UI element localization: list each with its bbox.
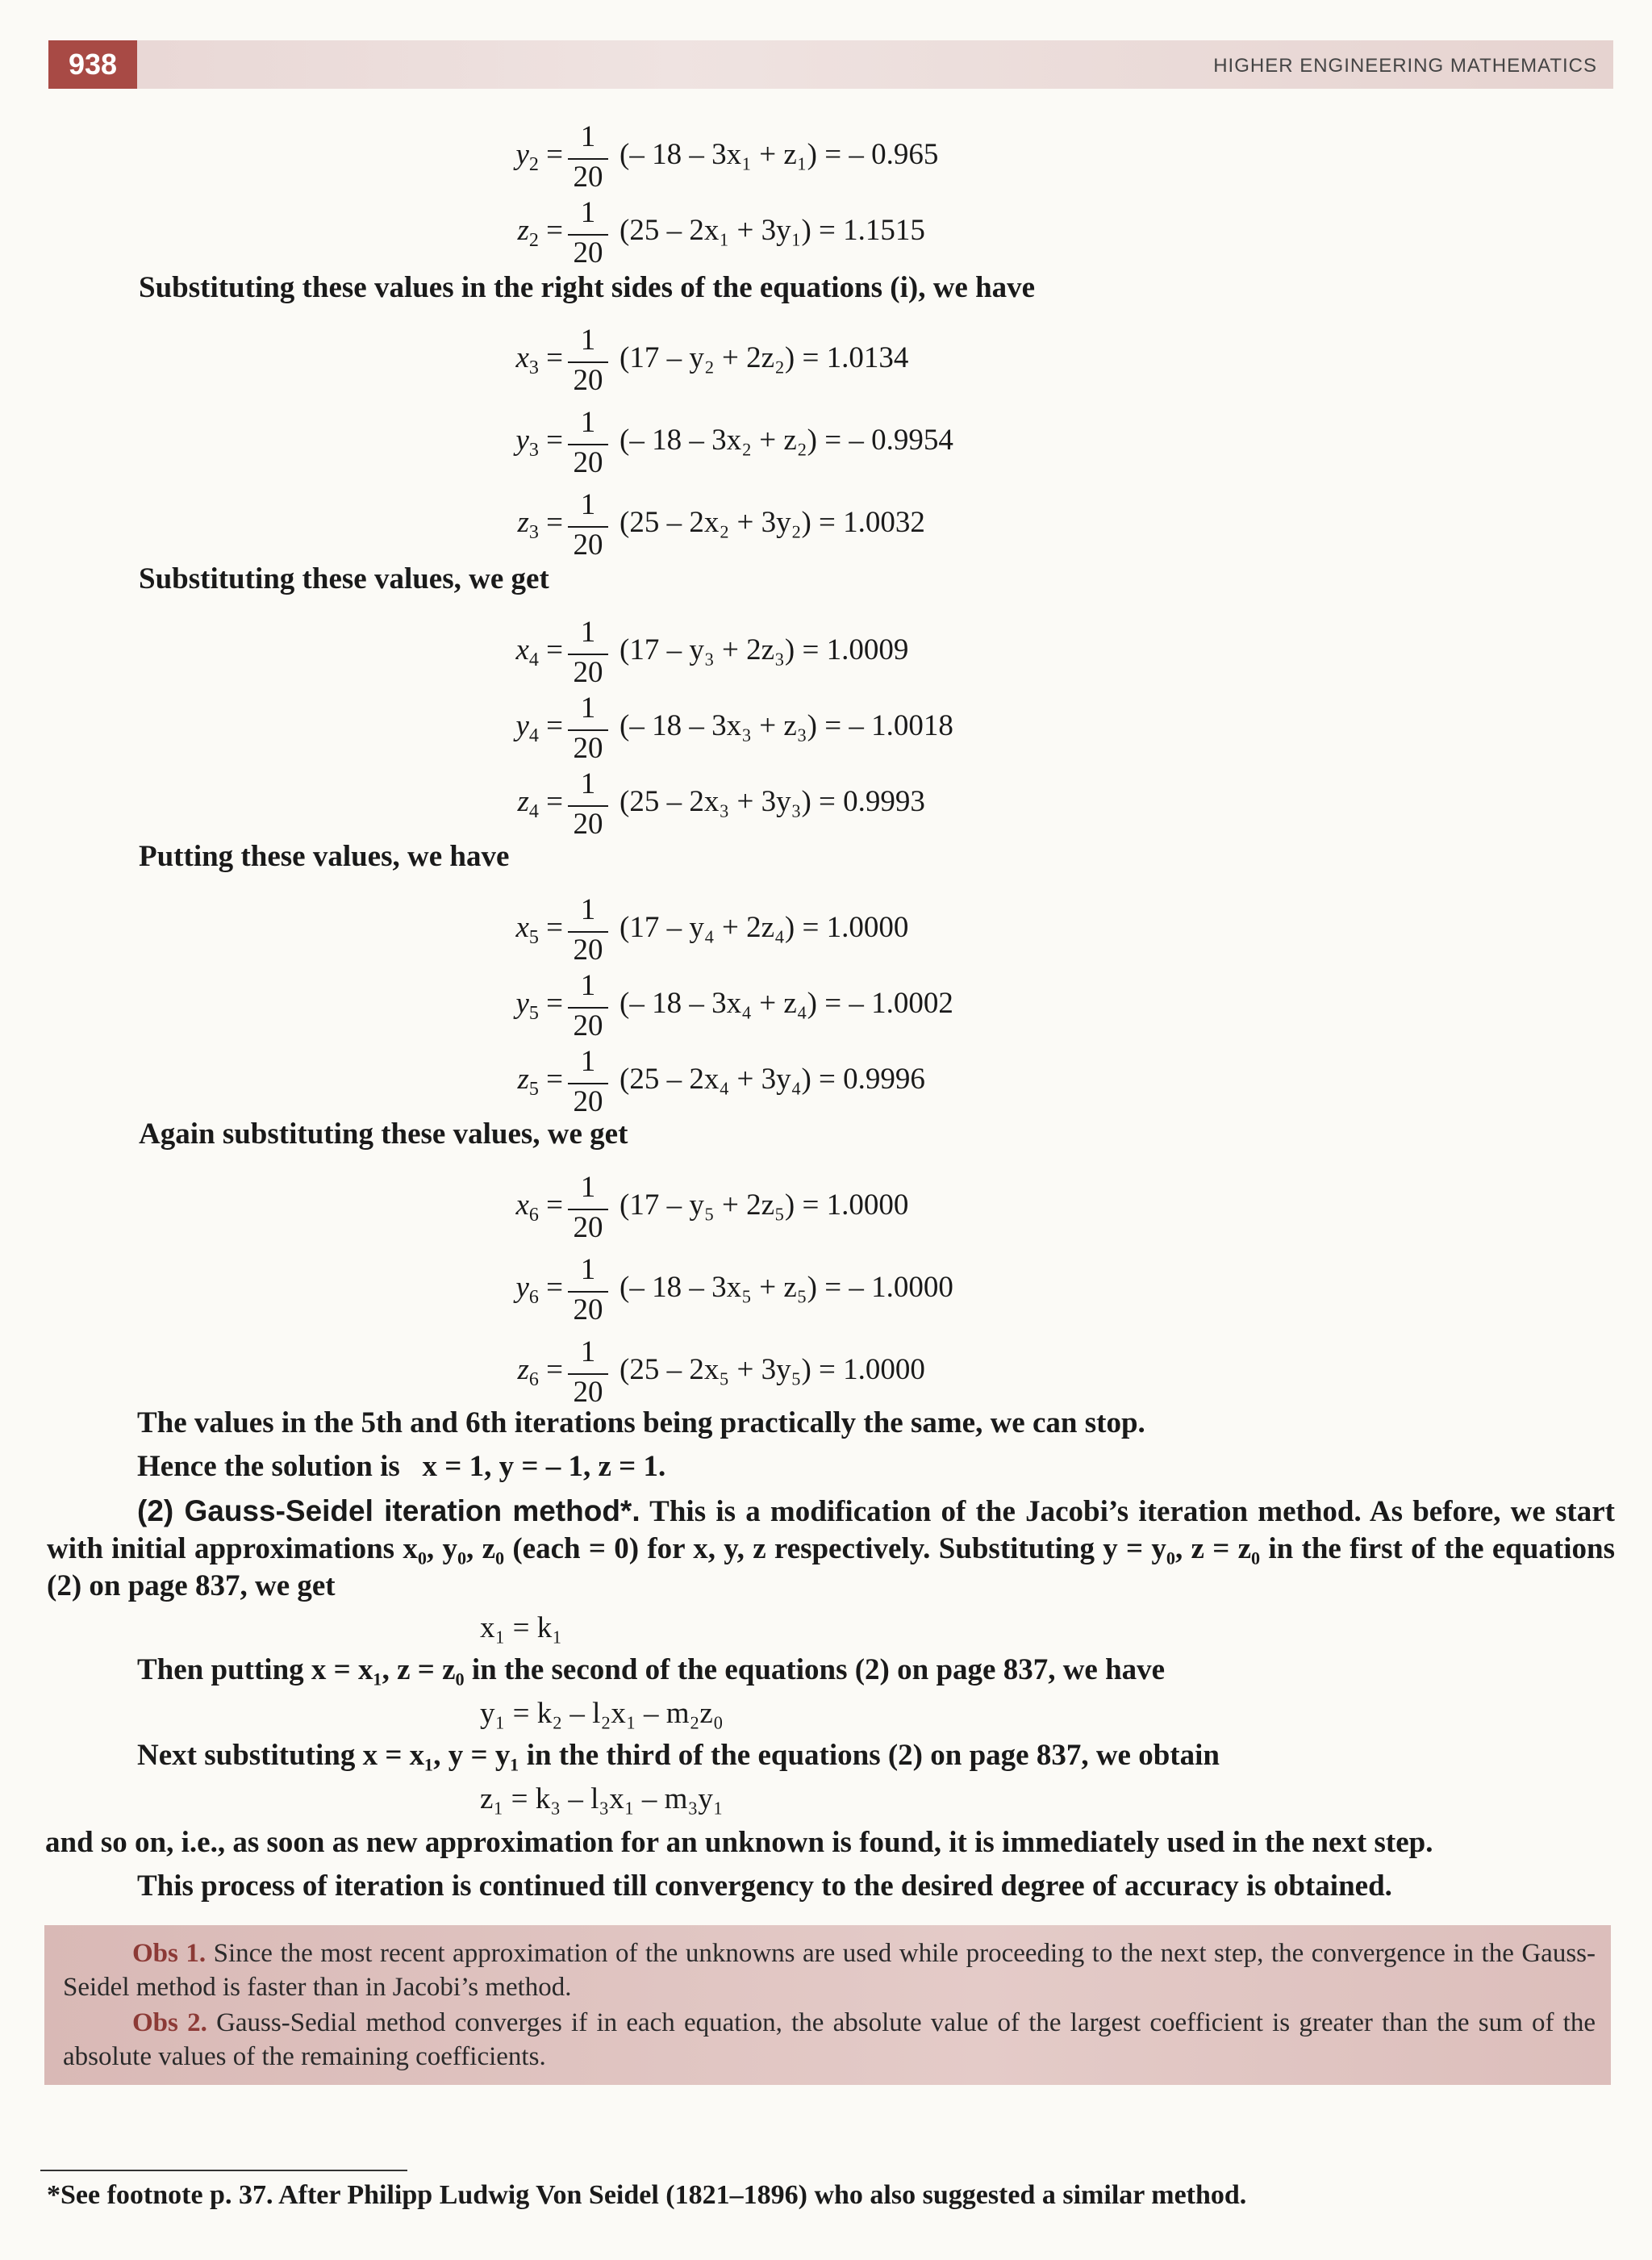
equation-rhs: (– 18 – 3x₅ + z₅) = – 1.0000 (620, 1271, 953, 1304)
equation-lhs: $z_3$ = (517, 506, 563, 543)
footnote-rule (40, 2170, 407, 2171)
fraction: 1 20 (563, 195, 613, 273)
equation-rhs: (25 – 2x₃ + 3y₃) = 0.9993 (620, 785, 925, 818)
paragraph: Substituting these values in the right sides of the equations (i), we have (139, 271, 1036, 304)
solution-line: Hence the solution is x = 1, y = – 1, z = 1. (137, 1450, 666, 1483)
paragraph: Substituting these values, we get (139, 562, 549, 595)
equation-y1: y₁ = k₂ – l₂x₁ – m₂z₀ (480, 1697, 724, 1730)
footnote: *See footnote p. 37. After Philipp Ludwig Von Seidel (1821–1896) who also suggested a similar method. (47, 2180, 1247, 2210)
obs-tag: Obs 2. (132, 2008, 207, 2037)
equation-lhs: $y_6$ = (515, 1271, 563, 1308)
equation-rhs: (17 – y₃ + 2z₃) = 1.0009 (620, 633, 909, 666)
equation-rhs: (17 – y₂ + 2z₂) = 1.0134 (620, 341, 909, 374)
equation-x1: x₁ = k₁ (480, 1611, 563, 1644)
fraction: 1 20 (563, 487, 613, 565)
equation-rhs: (25 – 2x₂ + 3y₂) = 1.0032 (620, 506, 925, 539)
running-head: HIGHER ENGINEERING MATHEMATICS (1213, 55, 1597, 77)
page-header (48, 40, 1613, 89)
equation-lhs: $x_4$ = (515, 633, 563, 670)
equation-lhs: $z_5$ = (517, 1063, 563, 1100)
equation-lhs: $y_2$ = (515, 138, 563, 175)
equation-lhs: $z_6$ = (517, 1353, 563, 1390)
fraction: 1 20 (563, 615, 613, 692)
fraction: 1 20 (563, 892, 613, 970)
paragraph: and so on, i.e., as soon as new approximation for an unknown is found, it is immediately used in the next step. (45, 1826, 1433, 1859)
equation-lhs: $y_4$ = (515, 709, 563, 746)
equation-lhs: $z_4$ = (517, 785, 563, 822)
fraction: 1 20 (563, 405, 613, 482)
equation-rhs: (25 – 2x₄ + 3y₄) = 0.9996 (620, 1063, 925, 1096)
equation-rhs: (17 – y₅ + 2z₅) = 1.0000 (620, 1188, 909, 1222)
paragraph: This process of iteration is continued till convergency to the desired degree of accuracy is obtained. (137, 1869, 1392, 1903)
equation-rhs: (17 – y₄ + 2z₄) = 1.0000 (620, 911, 909, 944)
equation-rhs: (– 18 – 3x₂ + z₂) = – 0.9954 (620, 424, 953, 457)
fraction: 1 20 (563, 323, 613, 400)
equation-rhs: (25 – 2x₁ + 3y₁) = 1.1515 (620, 214, 925, 247)
paragraph: Again substituting these values, we get (139, 1117, 628, 1151)
fraction: 1 20 (563, 1252, 613, 1330)
equation-lhs: $x_5$ = (515, 911, 563, 948)
fraction: 1 20 (563, 691, 613, 768)
paragraph: Putting these values, we have (139, 840, 510, 873)
paragraph: Next substituting x = x₁, y = y₁ in the third of the equations (2) on page 837, we obtain (137, 1739, 1220, 1772)
fraction: 1 20 (563, 968, 613, 1046)
obs-tag: Obs 1. (132, 1939, 206, 1968)
equation-z1: z₁ = k₃ – l₃x₁ – m₃y₁ (480, 1782, 724, 1815)
fraction: 1 20 (563, 767, 613, 844)
observation-2: Obs 2. Gauss-Sedial method converges if in each equation, the absolute value of the largest coefficient is greater than the sum of the absolute values of the remaining coefficients. (63, 2008, 1596, 2071)
equation-lhs: $y_5$ = (515, 987, 563, 1024)
equation-rhs: (– 18 – 3x₄ + z₄) = – 1.0002 (620, 987, 953, 1020)
equation-lhs: $y_3$ = (515, 424, 563, 461)
section-heading: (2) Gauss-Seidel iteration method*. (137, 1494, 640, 1527)
equation-rhs: (25 – 2x₅ + 3y₅) = 1.0000 (620, 1353, 925, 1386)
fraction: 1 20 (563, 119, 613, 197)
paragraph: Then putting x = x₁, z = z₀ in the second of the equations (2) on page 837, we have (137, 1653, 1166, 1686)
observation-1: Obs 1. Since the most recent approximation of the unknowns are used while proceeding to the next step, the convergence in the Gauss-Seidel method is faster than in Jacobi’s method. (63, 1939, 1596, 2002)
page-number: 938 (48, 40, 137, 89)
equation-lhs: $z_2$ = (517, 214, 563, 251)
equation-rhs: (– 18 – 3x₁ + z₁) = – 0.965 (620, 138, 939, 171)
fraction: 1 20 (563, 1044, 613, 1122)
gauss-seidel-paragraph: (2) Gauss-Seidel iteration method*. This is a modification of the Jacobi’s iteration method. As before, we start with initial approximations x₀, y₀, z₀ (each = 0) for x, y, z respectively. Substituting y = y₀, z = z₀ in the first of the equations (2) on page 837, we get (47, 1494, 1615, 1602)
paragraph: The values in the 5th and 6th iterations being practically the same, we can stop. (137, 1406, 1145, 1439)
equation-lhs: $x_3$ = (515, 341, 563, 378)
equation-lhs: $x_6$ = (515, 1188, 563, 1226)
fraction: 1 20 (563, 1335, 613, 1412)
fraction: 1 20 (563, 1170, 613, 1247)
equation-rhs: (– 18 – 3x₃ + z₃) = – 1.0018 (620, 709, 953, 742)
